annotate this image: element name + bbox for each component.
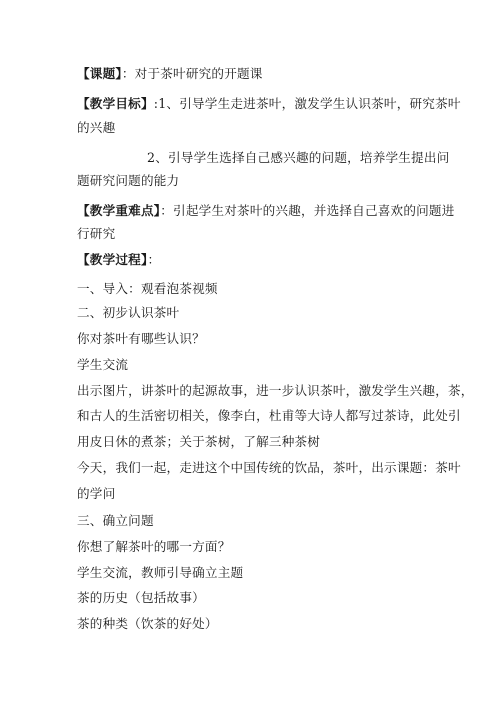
process-heading: [77, 252, 437, 268]
topic-text: ：对于茶叶研究的开题课: [121, 66, 263, 81]
goals-text-1: :1、引导学生走进茶叶，激发学生认识茶叶，研究茶叶: [153, 96, 461, 111]
keypoints-text-1: ：引起学生对茶叶的兴趣，并选择自己喜欢的问题进: [160, 203, 455, 218]
body-line: 三、确立问题: [77, 513, 154, 528]
body-line: 和古人的生活密切相关，像李白，杜甫等大诗人都写过茶诗，此处引: [77, 408, 461, 423]
goals-label: 【教学目标】: [77, 96, 154, 111]
body-line: 你对茶叶有哪些认识？: [77, 331, 205, 346]
body-line: 茶的历史（包括故事）: [77, 590, 205, 605]
body-line: 出示图片，讲茶叶的起源故事，进一步认识茶叶，激发学生兴趣，茶，: [77, 383, 474, 398]
keypoints-label: 【教学重难点】: [77, 203, 161, 218]
goals-line-3: 2、引导学生选择自己感兴趣的问题，培养学生提出问: [147, 150, 450, 165]
topic-label: 【课题】: [77, 66, 122, 81]
body-line: 茶的种类（饮茶的好处）: [77, 616, 218, 631]
body-line: 的学问: [77, 486, 116, 501]
goals-line-2: 的兴趣: [77, 120, 116, 135]
body-line: 学生交流: [77, 357, 129, 372]
body-line: 二、初步认识茶叶: [77, 305, 180, 320]
goals-line-1: [77, 96, 461, 112]
body-line: 学生交流，教师引导确立主题: [77, 565, 244, 580]
body-line: 一、导入：观看泡茶视频: [77, 281, 218, 296]
keypoints-line-2: 行研究: [77, 226, 116, 241]
process-colon: ：: [147, 252, 161, 267]
topic-line: [77, 66, 437, 82]
body-line: 用皮日休的煮茶；关于茶树，了解三种茶树: [77, 434, 321, 449]
keypoints-line-1: [77, 203, 455, 219]
body-line: 你想了解茶叶的哪一方面？: [77, 539, 231, 554]
goals-line-4: 题研究问题的能力: [77, 173, 180, 188]
body-line: 今天，我们一起，走进这个中国传统的饮品，茶叶，出示课题：茶叶: [77, 460, 461, 475]
process-label: 【教学过程】: [77, 252, 148, 267]
